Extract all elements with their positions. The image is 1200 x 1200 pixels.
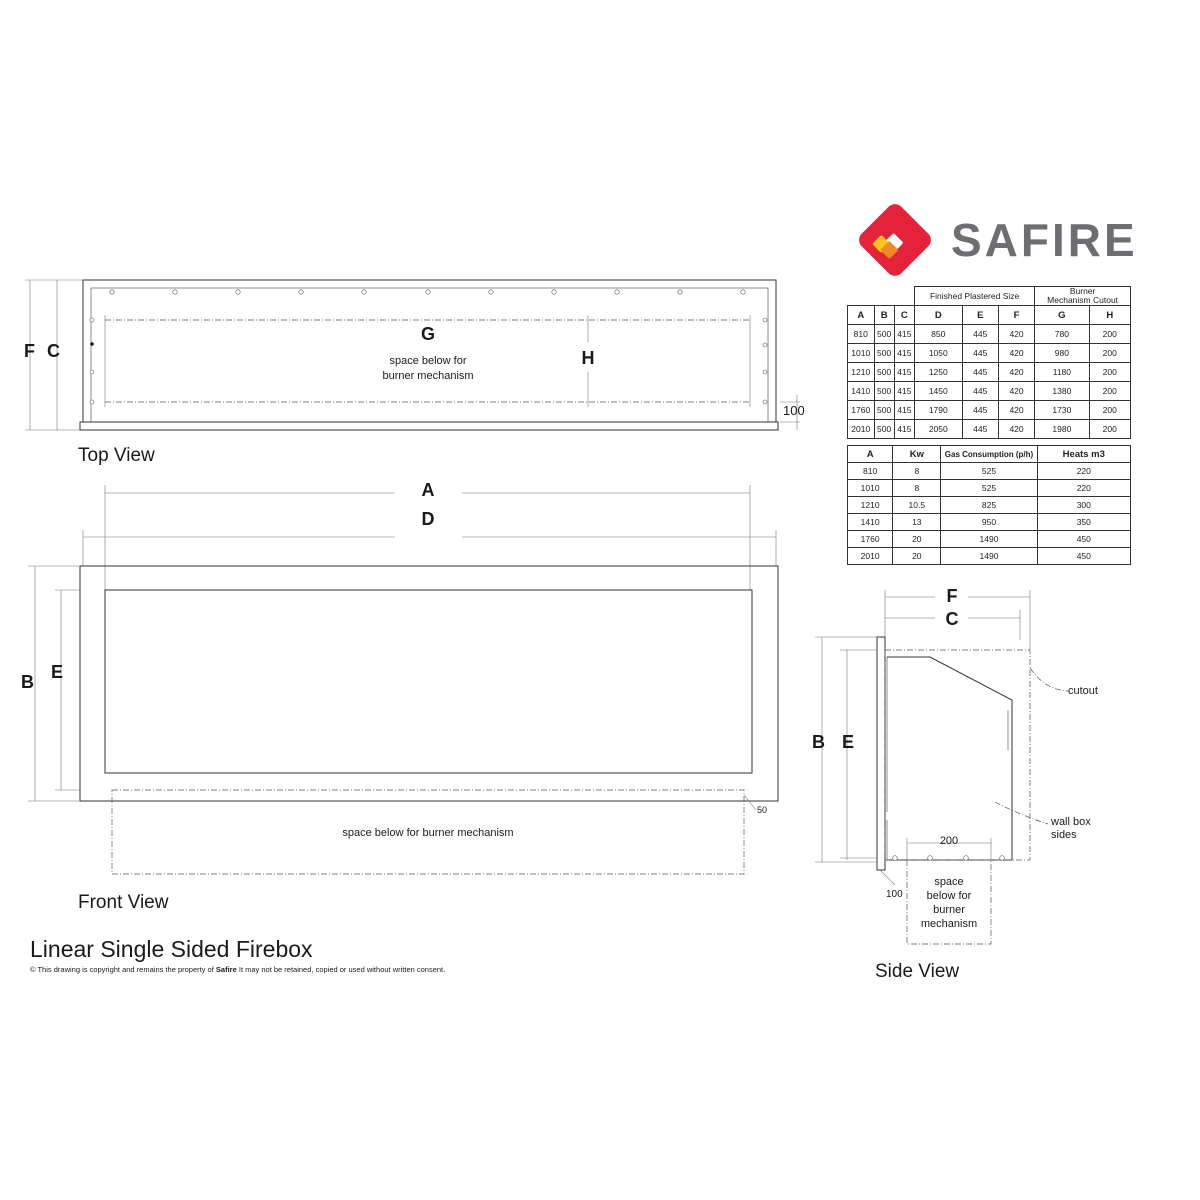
side-view-note-wall1: wall box: [1051, 816, 1091, 828]
table-row: [848, 463, 1131, 480]
header-cell: H: [1089, 306, 1130, 325]
table-cell: 445: [962, 363, 998, 382]
side-view-label: Side View: [875, 961, 960, 982]
wall-box-leader: [995, 802, 1048, 824]
header-cell: A: [848, 446, 893, 463]
table-cell: 525: [941, 480, 1037, 497]
table-cell: 200: [1089, 363, 1130, 382]
table-cell: 220: [1037, 463, 1130, 480]
header-cell: C: [894, 306, 914, 325]
table-row: [848, 401, 1131, 420]
dim-label-C: C: [47, 341, 60, 361]
table-row: [848, 514, 1131, 531]
table-cell: 445: [962, 344, 998, 363]
table-cell: 1790: [914, 401, 962, 420]
dimensions-table: [847, 286, 1131, 439]
header-cell: Kw: [893, 446, 941, 463]
group-burner-line1: Burner: [1069, 286, 1096, 296]
table-cell: 500: [874, 363, 894, 382]
side-view: [812, 586, 1098, 982]
table-cell: 350: [1037, 514, 1130, 531]
table-cell: 1010: [848, 480, 893, 497]
table-cell: 8: [893, 463, 941, 480]
copyright-prefix: © This drawing is copyright and remains the property of: [30, 965, 214, 974]
table-cell: 200: [1089, 325, 1130, 344]
table-cell: 810: [848, 463, 893, 480]
group-burner-line2: Mechanism Cutout: [1047, 295, 1119, 305]
front-view-outer-frame: [80, 566, 778, 801]
table-cell: 1450: [914, 382, 962, 401]
table-cell: 420: [998, 382, 1034, 401]
header-cell: F: [998, 306, 1034, 325]
table-cell: 420: [998, 363, 1034, 382]
table-cell: 850: [914, 325, 962, 344]
dim-label-E-front: E: [51, 662, 64, 682]
front-view-note: space below for burner mechanism: [342, 827, 514, 839]
front-view-opening: [105, 590, 752, 773]
performance-table: [847, 445, 1131, 565]
table-cell: 810: [848, 325, 875, 344]
dim-label-F: F: [24, 341, 35, 361]
dim-label-F-side: F: [946, 586, 958, 606]
dim-label-C-side: C: [945, 609, 959, 629]
table-cell: 420: [998, 325, 1034, 344]
side-view-wall-box: [887, 657, 1012, 860]
table-cell: 1210: [848, 363, 875, 382]
dimensions-table-header: [848, 306, 1131, 325]
dimensions-table-group-row: [848, 287, 1131, 306]
side-view-note-cutout: cutout: [1068, 685, 1098, 697]
front-view: [21, 480, 778, 913]
table-cell: 1050: [914, 344, 962, 363]
table-cell: 200: [1089, 382, 1130, 401]
dim-label-G: G: [420, 324, 436, 344]
table-cell: 1380: [1035, 382, 1089, 401]
table-cell: 525: [941, 463, 1037, 480]
table-cell: 1250: [914, 363, 962, 382]
cutout-leader: [1030, 668, 1068, 691]
dim-label-B-side: B: [812, 732, 825, 752]
dim-label-100-top: 100: [783, 403, 805, 418]
top-view-note-line2: burner mechanism: [382, 370, 474, 382]
table-cell: 1490: [941, 548, 1037, 565]
table-cell: 13: [893, 514, 941, 531]
top-view: [24, 280, 805, 466]
table-row: [848, 531, 1131, 548]
group-burner-cutout: [1035, 287, 1131, 306]
table-cell: 200: [1089, 401, 1130, 420]
table-cell: 415: [894, 420, 914, 439]
table-cell: 2010: [848, 420, 875, 439]
table-cell: 500: [874, 401, 894, 420]
table-cell: 450: [1037, 548, 1130, 565]
side-view-note-below3: burner: [933, 904, 965, 916]
dim-label-50: 50: [757, 805, 768, 815]
table-row: [848, 548, 1131, 565]
side-view-note-below2: below for: [926, 890, 972, 902]
table-row: [848, 344, 1131, 363]
table-cell: 415: [894, 363, 914, 382]
table-cell: 8: [893, 480, 941, 497]
table-cell: 415: [894, 325, 914, 344]
side-view-burner-space: [907, 860, 991, 944]
table-cell: 500: [874, 420, 894, 439]
header-cell: Heats m3: [1037, 446, 1130, 463]
table-cell: 450: [1037, 531, 1130, 548]
table-cell: 445: [962, 401, 998, 420]
table-cell: 445: [962, 420, 998, 439]
table-cell: 1980: [1035, 420, 1089, 439]
table-cell: 420: [998, 401, 1034, 420]
table-cell: 1760: [848, 401, 875, 420]
copyright-suffix: It may not be retained, copied or used without written consent.: [238, 965, 446, 974]
dim-label-200: 200: [939, 835, 959, 847]
table-cell: 220: [1037, 480, 1130, 497]
table-cell: 1210: [848, 497, 893, 514]
table-cell: 1730: [1035, 401, 1089, 420]
drawing-title: Linear Single Sided Firebox: [30, 936, 313, 962]
table-row: [848, 480, 1131, 497]
table-cell: 500: [874, 344, 894, 363]
dim-label-100-side: 100: [886, 889, 903, 900]
table-cell: 980: [1035, 344, 1089, 363]
table-cell: 2050: [914, 420, 962, 439]
side-view-cutout-outline: [885, 650, 1030, 860]
performance-table-header: [848, 446, 1131, 463]
side-view-note-below1: space: [934, 876, 964, 888]
table-cell: 415: [894, 401, 914, 420]
table-cell: 500: [874, 382, 894, 401]
top-view-note-line1: space below for: [389, 355, 467, 367]
side-view-front-frame: [877, 637, 885, 870]
header-cell: G: [1035, 306, 1089, 325]
top-view-outline: [83, 280, 776, 422]
dim-label-E-side: E: [842, 732, 855, 752]
table-cell: 20: [893, 548, 941, 565]
copyright-notice: [30, 965, 445, 974]
table-cell: 200: [1089, 344, 1130, 363]
table-cell: 445: [962, 382, 998, 401]
table-cell: 780: [1035, 325, 1089, 344]
table-cell: 10.5: [893, 497, 941, 514]
brand-name: SAFIRE: [951, 214, 1138, 266]
header-cell: E: [962, 306, 998, 325]
dim-label-H: H: [581, 348, 595, 368]
table-cell: 1180: [1035, 363, 1089, 382]
header-cell: D: [914, 306, 962, 325]
table-cell: 420: [998, 420, 1034, 439]
table-cell: 950: [941, 514, 1037, 531]
header-cell: A: [848, 306, 875, 325]
front-view-label: Front View: [78, 892, 169, 913]
table-cell: 300: [1037, 497, 1130, 514]
table-cell: 1010: [848, 344, 875, 363]
table-cell: 500: [874, 325, 894, 344]
copyright-brand: Safire: [215, 965, 237, 974]
table-row: [848, 325, 1131, 344]
table-cell: 415: [894, 382, 914, 401]
table-cell: 1760: [848, 531, 893, 548]
top-view-label: Top View: [78, 445, 155, 466]
table-row: [848, 382, 1131, 401]
table-cell: 445: [962, 325, 998, 344]
table-cell: 825: [941, 497, 1037, 514]
table-cell: 1410: [848, 514, 893, 531]
table-row: [848, 420, 1131, 439]
table-cell: 415: [894, 344, 914, 363]
table-cell: 2010: [848, 548, 893, 565]
dim-label-D: D: [421, 509, 435, 529]
top-view-front-ledge: [80, 422, 778, 430]
table-cell: 1490: [941, 531, 1037, 548]
table-cell: 200: [1089, 420, 1130, 439]
dim-label-B-front: B: [21, 672, 34, 692]
side-view-note-below4: mechanism: [920, 918, 978, 930]
table-cell: 20: [893, 531, 941, 548]
group-finished-plastered-size: Finished Plastered Size: [914, 287, 1034, 306]
table-row: [848, 497, 1131, 514]
header-cell: B: [874, 306, 894, 325]
top-view-bolt-holes: [90, 290, 767, 404]
side-view-note-wall2: sides: [1051, 829, 1077, 841]
table-cell: 420: [998, 344, 1034, 363]
table-row: [848, 363, 1131, 382]
dim-label-A: A: [421, 480, 435, 500]
table-cell: 1410: [848, 382, 875, 401]
header-cell: Gas Consumption (p/h): [941, 446, 1037, 463]
